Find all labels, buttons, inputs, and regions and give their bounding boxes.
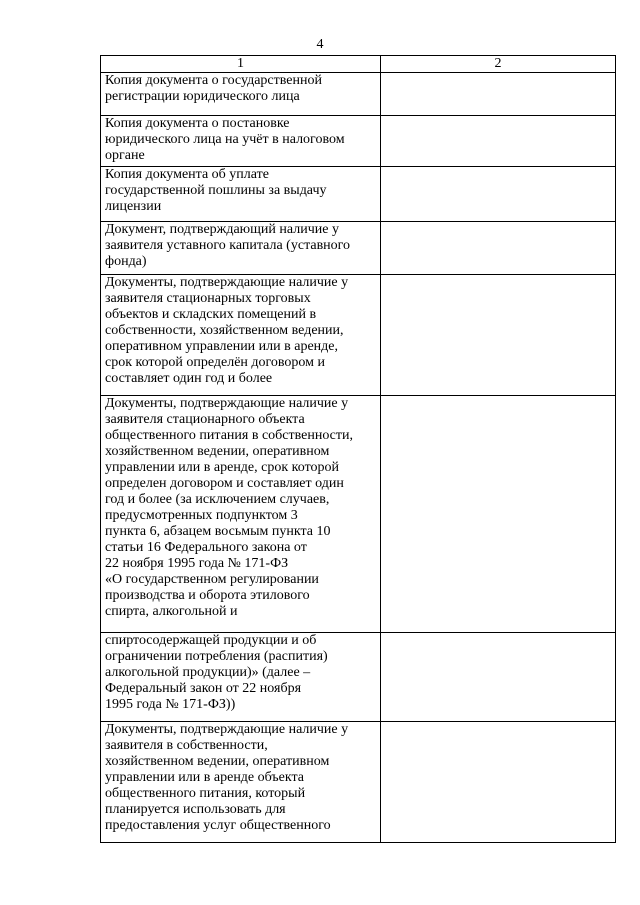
value-cell — [381, 116, 616, 167]
value-cell — [381, 633, 616, 722]
table-row — [101, 275, 616, 396]
table-row — [101, 73, 616, 116]
table-row — [101, 167, 616, 222]
document-name-cell: Документы, подтверждающие наличие у заявителя стационарного объекта общественного питания в собственности, хозяйственном ведении, оперативном управлении или в аренде, срок которой определен договором и составляет один год и более (за исключением случаев, предусмотренных подпунктом 3 пункта 6, абзацем восьмым пункта 10 статьи 16 Федерального закона от 22 ноября 1995 года № 171-ФЗ «О государственном регулировании производства и оборота этилового спирта, алкогольной и — [101, 396, 381, 633]
table-row — [101, 722, 616, 843]
page-number: 4 — [316, 37, 324, 52]
document-name-cell: Документы, подтверждающие наличие у заявителя в собственности, хозяйственном ведении, оперативном управлении или в аренде объекта общественного питания, который планируется использовать для предоставления услуг общественного — [101, 722, 381, 843]
documents-table — [100, 55, 616, 843]
table-row — [101, 222, 616, 275]
value-cell — [381, 222, 616, 275]
document-name-cell: Копия документа о постановке юридического лица на учёт в налоговом органе — [101, 116, 381, 167]
table-row — [101, 396, 616, 633]
column-header-2: 2 — [381, 56, 616, 73]
table-header-row — [101, 56, 616, 73]
document-name-cell: Копия документа об уплате государственной пошлины за выдачу лицензии — [101, 167, 381, 222]
document-name-cell: Документы, подтверждающие наличие у заявителя стационарных торговых объектов и складских помещений в собственности, хозяйственном ведении, оперативном управлении или в аренде, срок которой определён договором и составляет один год и более — [101, 275, 381, 396]
table-row — [101, 116, 616, 167]
value-cell — [381, 275, 616, 396]
value-cell — [381, 167, 616, 222]
value-cell — [381, 396, 616, 633]
table-row — [101, 633, 616, 722]
document-name-cell: Документ, подтверждающий наличие у заявителя уставного капитала (уставного фонда) — [101, 222, 381, 275]
document-name-cell: Копия документа о государственной регистрации юридического лица — [101, 73, 381, 116]
value-cell — [381, 73, 616, 116]
column-header-1: 1 — [101, 56, 381, 73]
value-cell — [381, 722, 616, 843]
document-name-cell: спиртосодержащей продукции и об ограничении потребления (распития) алкогольной продукции)» (далее – Федеральный закон от 22 ноября 1995 года № 171-ФЗ)) — [101, 633, 381, 722]
